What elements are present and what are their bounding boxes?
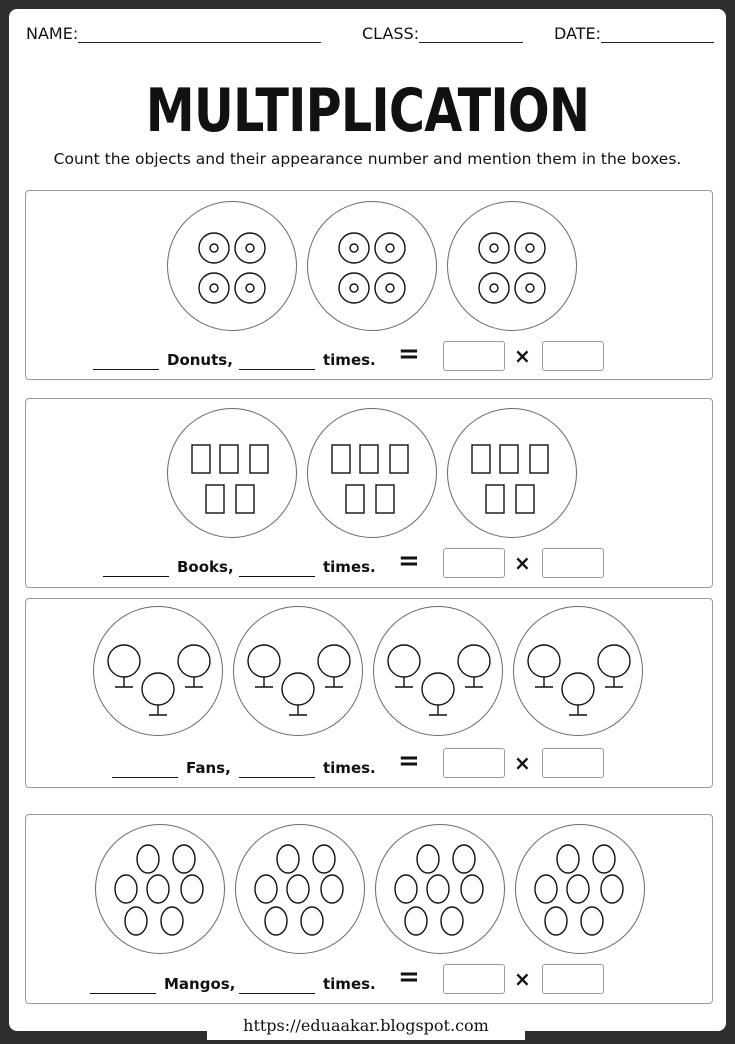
donuts-count-blank[interactable]: [93, 369, 159, 370]
fan-icon: [514, 607, 642, 735]
book-group: [167, 408, 297, 538]
donut-group: [447, 201, 577, 331]
book-group: [307, 408, 437, 538]
equals-sign: =: [398, 962, 420, 992]
fan-icon: [94, 607, 222, 735]
fans-answer-box-2[interactable]: [542, 748, 604, 778]
book-icon: [168, 409, 296, 537]
donuts-answer-box-1[interactable]: [443, 341, 505, 371]
mango-group: [95, 824, 225, 954]
name-label: NAME:: [26, 24, 79, 43]
multiply-sign: ×: [514, 551, 531, 575]
mangos-answer-box-1[interactable]: [443, 964, 505, 994]
mango-group: [235, 824, 365, 954]
donut-group: [167, 201, 297, 331]
donut-icon: [308, 202, 436, 330]
fans-label: Fans,: [186, 759, 231, 777]
donuts-times-label: times.: [323, 351, 376, 369]
fan-icon: [374, 607, 502, 735]
mango-group: [375, 824, 505, 954]
equals-sign: =: [398, 546, 420, 576]
date-field[interactable]: [554, 24, 714, 43]
fans-times-blank[interactable]: [239, 777, 315, 778]
donut-group: [307, 201, 437, 331]
book-icon: [308, 409, 436, 537]
donuts-times-blank[interactable]: [239, 369, 315, 370]
name-field[interactable]: [26, 24, 321, 43]
equals-sign: =: [398, 746, 420, 776]
date-label: DATE:: [554, 24, 602, 43]
books-label: Books,: [177, 558, 234, 576]
fan-group: [373, 606, 503, 736]
fan-group: [233, 606, 363, 736]
books-answer-box-2[interactable]: [542, 548, 604, 578]
books-count-blank[interactable]: [103, 576, 169, 577]
books-times-label: times.: [323, 558, 376, 576]
donut-icon: [168, 202, 296, 330]
donuts-label: Donuts,: [167, 351, 233, 369]
mango-icon: [236, 825, 364, 953]
footer-url[interactable]: https://eduaakar.blogspot.com: [207, 1008, 525, 1040]
fan-icon: [234, 607, 362, 735]
equals-sign: =: [398, 339, 420, 369]
mangos-count-blank[interactable]: [90, 993, 156, 994]
mangos-times-blank[interactable]: [239, 993, 315, 994]
class-field[interactable]: [362, 24, 523, 43]
book-group: [447, 408, 577, 538]
mangos-answer-box-2[interactable]: [542, 964, 604, 994]
multiply-sign: ×: [514, 751, 531, 775]
multiply-sign: ×: [514, 344, 531, 368]
donut-icon: [448, 202, 576, 330]
mangos-times-label: times.: [323, 975, 376, 993]
fans-count-blank[interactable]: [112, 777, 178, 778]
fan-group: [93, 606, 223, 736]
mango-icon: [96, 825, 224, 953]
multiply-sign: ×: [514, 967, 531, 991]
donuts-answer-box-2[interactable]: [542, 341, 604, 371]
class-label: CLASS:: [362, 24, 420, 43]
class-line[interactable]: [419, 26, 523, 43]
instructions-text: Count the objects and their appearance number and mention them in the boxes.: [53, 150, 682, 168]
book-icon: [448, 409, 576, 537]
books-times-blank[interactable]: [239, 576, 315, 577]
mango-icon: [376, 825, 504, 953]
fan-group: [513, 606, 643, 736]
mangos-label: Mangos,: [164, 975, 236, 993]
mango-group: [515, 824, 645, 954]
fans-answer-box-1[interactable]: [443, 748, 505, 778]
date-line[interactable]: [601, 26, 714, 43]
page-title: MULTIPLICATION: [145, 76, 590, 146]
name-line[interactable]: [78, 26, 321, 43]
mango-icon: [516, 825, 644, 953]
fans-times-label: times.: [323, 759, 376, 777]
books-answer-box-1[interactable]: [443, 548, 505, 578]
